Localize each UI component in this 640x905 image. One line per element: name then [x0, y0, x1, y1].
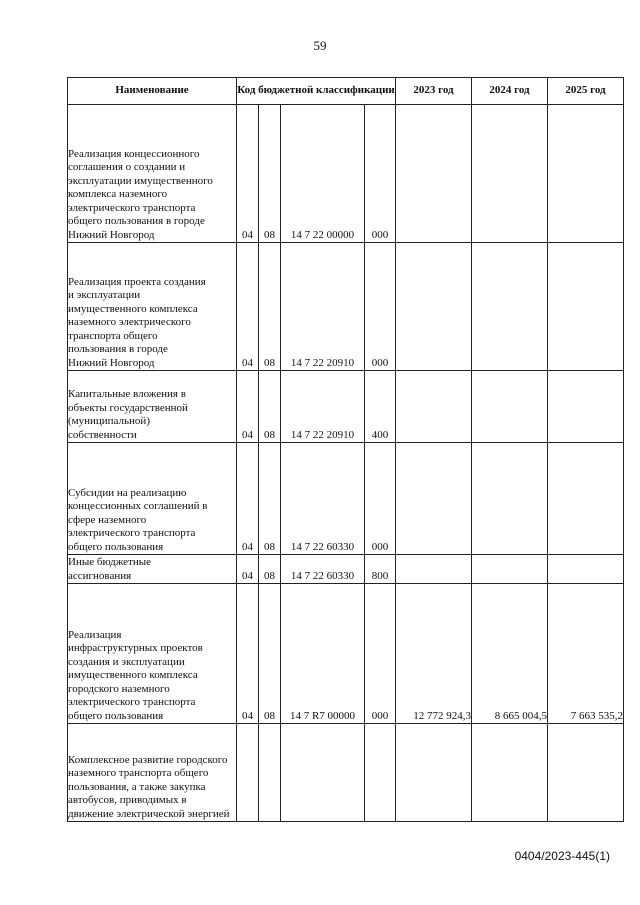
row-name: Иные бюджетные ассигнования	[68, 555, 237, 584]
row-2025	[548, 243, 624, 371]
row-subsection: 08	[259, 584, 281, 724]
row-target: 14 7 22 60330	[281, 443, 365, 555]
row-2023	[396, 724, 472, 822]
table-row	[68, 724, 624, 822]
table-row	[68, 584, 624, 724]
row-subsection	[259, 724, 281, 822]
row-2024	[472, 371, 548, 443]
row-type: 000	[365, 243, 396, 371]
row-2025	[548, 724, 624, 822]
row-2024	[472, 724, 548, 822]
row-2024: 8 665 004,5	[472, 584, 548, 724]
row-section: 04	[237, 555, 259, 584]
row-2023: 12 772 924,3	[396, 584, 472, 724]
row-type: 800	[365, 555, 396, 584]
row-2023	[396, 105, 472, 243]
row-2023	[396, 443, 472, 555]
header-code: Код бюджетной классификации	[237, 78, 396, 105]
row-target: 14 7 22 20910	[281, 371, 365, 443]
row-name: Реализация проекта создания и эксплуатации имущественного комплекса наземного электрического транспорта общего пользования в городе Нижний Новгород	[68, 243, 237, 371]
row-subsection: 08	[259, 105, 281, 243]
page-number: 59	[313, 38, 327, 53]
row-2025	[548, 371, 624, 443]
row-type: 400	[365, 371, 396, 443]
row-2025: 7 663 535,2	[548, 584, 624, 724]
row-2023	[396, 555, 472, 584]
row-type: 000	[365, 443, 396, 555]
row-2024	[472, 105, 548, 243]
row-type: 000	[365, 105, 396, 243]
row-type: 000	[365, 584, 396, 724]
header-name: Наименование	[68, 78, 237, 105]
row-subsection: 08	[259, 443, 281, 555]
row-subsection: 08	[259, 243, 281, 371]
row-section: 04	[237, 584, 259, 724]
header-2025: 2025 год	[548, 78, 624, 105]
header-2024: 2024 год	[472, 78, 548, 105]
table-row	[68, 243, 624, 371]
row-target	[281, 724, 365, 822]
row-2025	[548, 105, 624, 243]
row-target: 14 7 22 00000	[281, 105, 365, 243]
row-2025	[548, 443, 624, 555]
header-2023: 2023 год	[396, 78, 472, 105]
table-row	[68, 105, 624, 243]
row-subsection: 08	[259, 371, 281, 443]
row-2023	[396, 371, 472, 443]
budget-table	[67, 77, 624, 822]
table-row	[68, 443, 624, 555]
row-section: 04	[237, 105, 259, 243]
row-target: 14 7 R7 00000	[281, 584, 365, 724]
row-2024	[472, 443, 548, 555]
row-2023	[396, 243, 472, 371]
row-target: 14 7 22 20910	[281, 243, 365, 371]
row-name: Реализация инфраструктурных проектов создания и эксплуатации имущественного комплекса городского наземного электрического транспорта общего пользования	[68, 584, 237, 724]
row-2024	[472, 555, 548, 584]
table-row	[68, 371, 624, 443]
row-section: 04	[237, 371, 259, 443]
row-name: Капитальные вложения в объекты государственной (муниципальной) собственности	[68, 371, 237, 443]
row-2024	[472, 243, 548, 371]
table-header-row	[68, 78, 624, 105]
row-type	[365, 724, 396, 822]
row-subsection: 08	[259, 555, 281, 584]
row-target: 14 7 22 60330	[281, 555, 365, 584]
row-section: 04	[237, 443, 259, 555]
row-section	[237, 724, 259, 822]
table-row	[68, 555, 624, 584]
row-name: Реализация концессионного соглашения о создании и эксплуатации имущественного комплекса наземного электрического транспорта общего пользования в городе Нижний Новгород	[68, 105, 237, 243]
row-name: Комплексное развитие городского наземного транспорта общего пользования, а также закупка автобусов, приводимых в движение электрической энергией	[68, 724, 237, 822]
row-section: 04	[237, 243, 259, 371]
row-name: Субсидии на реализацию концессионных соглашений в сфере наземного электрического транспорта общего пользования	[68, 443, 237, 555]
row-2025	[548, 555, 624, 584]
document-number: 0404/2023-445(1)	[514, 849, 610, 863]
